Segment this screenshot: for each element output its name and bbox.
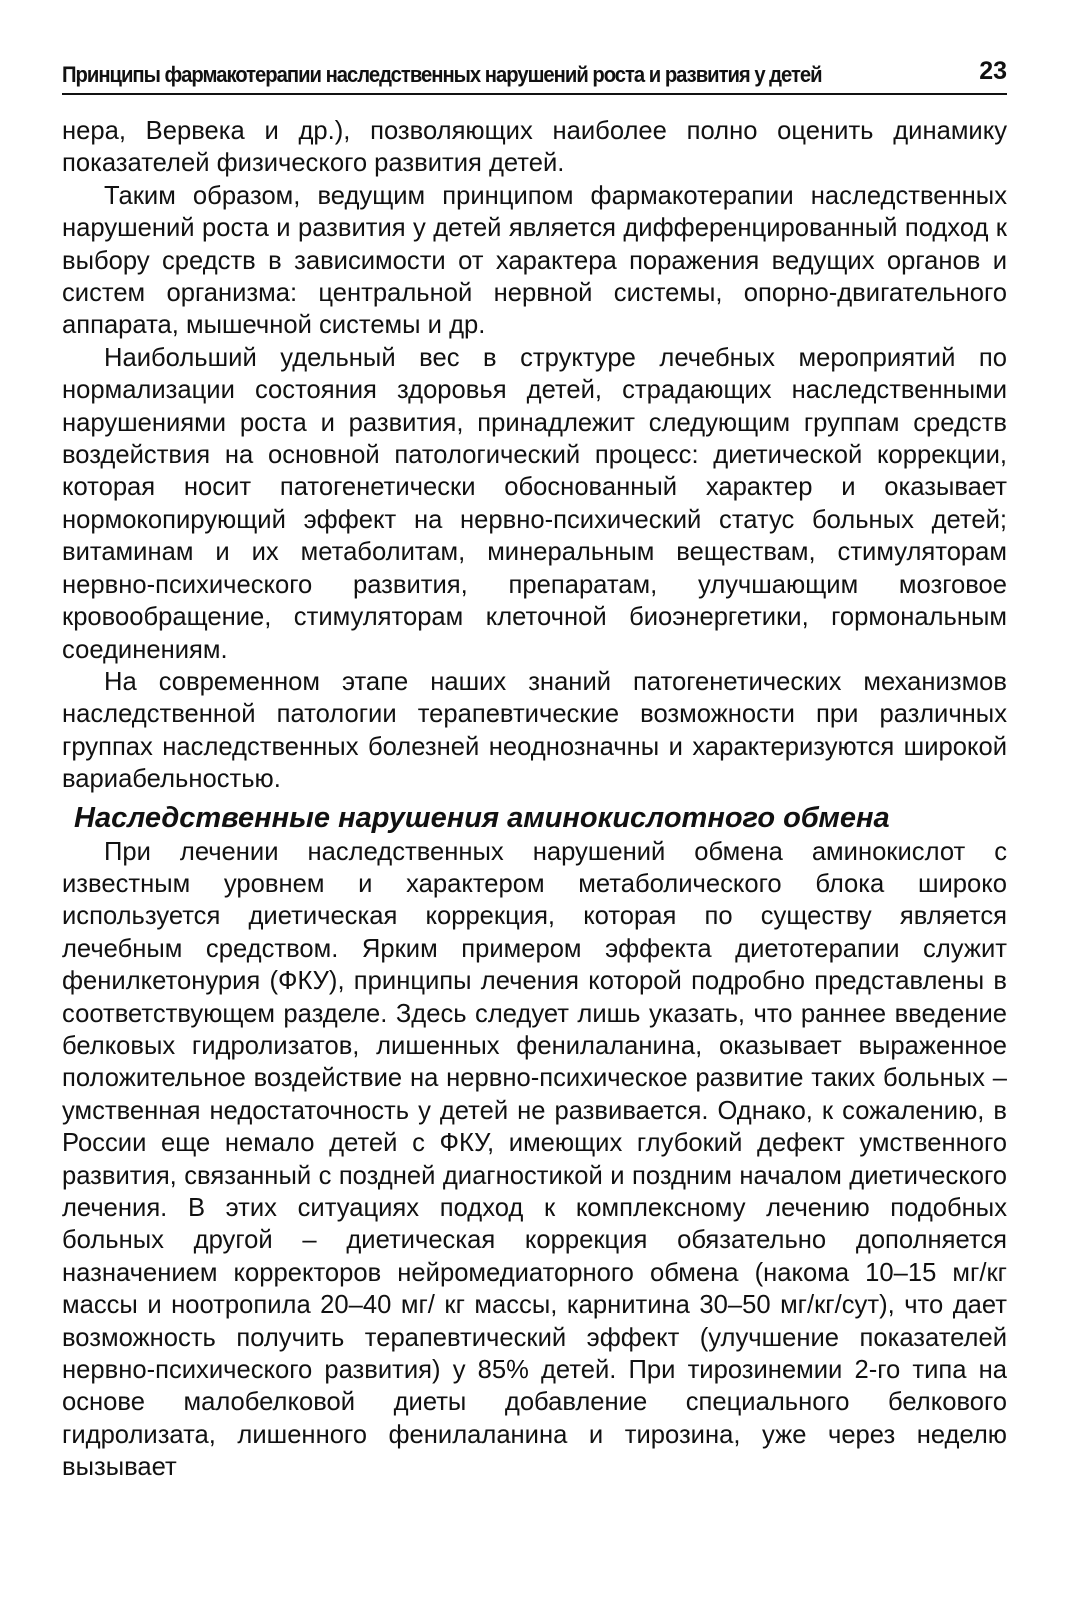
running-header [62, 50, 1007, 95]
paragraph-amino-acid-treatment: При лечении наследственных нарушений обмена аминокислот с известным уровнем и характером метаболического блока широко используется диетическая коррекция, которая по существу является лечебным средством. Ярким примером эффекта диетотерапии служит фенилкетонурия (ФКУ), принципы лечения которой подробно представлены в соответствующем разделе. Здесь следует лишь указать, что раннее введение белковых гидролизатов, лишенных фенилаланина, оказывает выраженное положительное воздействие на нервно-психическое развитие таких больных – умственная недостаточность у детей не развивается. Однако, к сожалению, в России еще немало детей с ФКУ, имеющих глубокий дефект умственного развития, связанный с поздней диагностикой и поздним началом диетического лечения. В этих ситуациях подход к комплексному лечению подобных больных другой – диетическая коррекция обязательно дополняется назначением корректоров нейромедиаторного обмена (накома 10–15 мг/кг массы и ноотропила 20–40 мг/ кг массы, карнитина 30–50 мг/кг/сут), что дает возможность получить терапевтический эффект (улучшение показателей нервно-психического развития) у 85% детей. При тирозинемии 2-го типа на основе малобелковой диеты добавление специального белкового гидролизата, лишенного фенилаланина и тирозина, уже через неделю вызывает [62, 837, 1007, 1482]
book-page [62, 50, 1007, 1484]
paragraph-therapeutic-possibilities: На современном этапе наших знаний патогенетических механизмов наследственной патологии терапевтические возможности при различных группах наследственных болезней неоднозначны и характеризуются широкой вариабельностью. [62, 667, 1007, 794]
paragraph-pharmacotherapy-principle: Таким образом, ведущим принципом фармакотерапии наследственных нарушений роста и развития у детей является дифференцированный подход к выбору средств в зависимости от характера поражения ведущих органов и систем организма: центральной нервной системы, опорно-двигательного аппарата, мышечной системы и др. [62, 181, 1007, 340]
paragraph-treatment-groups: Наибольший удельный вес в структуре лечебных мероприятий по нормализации состояния здоровья детей, страдающих наследственными нарушениями роста и развития, принадлежит следующим группам средств воздействия на основной патологический процесс: диетической коррекции, которая носит патогенетически обоснованный характер и оказывает нормокопирующий эффект на нервно-психический статус больных детей; витаминам и их метаболитам, минеральным веществам, стимуляторам нервно-психического развития, препаратам, улучшающим мозговое кровообращение, стимуляторам клеточной биоэнергетики, гормональным соединениям. [62, 343, 1007, 664]
running-header-title: Принципы фармакотерапии наследственных нарушений роста и развития у детей [62, 62, 822, 87]
page-number: 23 [979, 57, 1007, 85]
section-heading: Наследственные нарушения аминокислотного обмена [74, 801, 890, 834]
paragraph-continuation: нера, Вервека и др.), позволяющих наиболее полно оценить динамику показателей физического развития детей. [62, 117, 1007, 178]
text-body [62, 115, 1007, 1484]
